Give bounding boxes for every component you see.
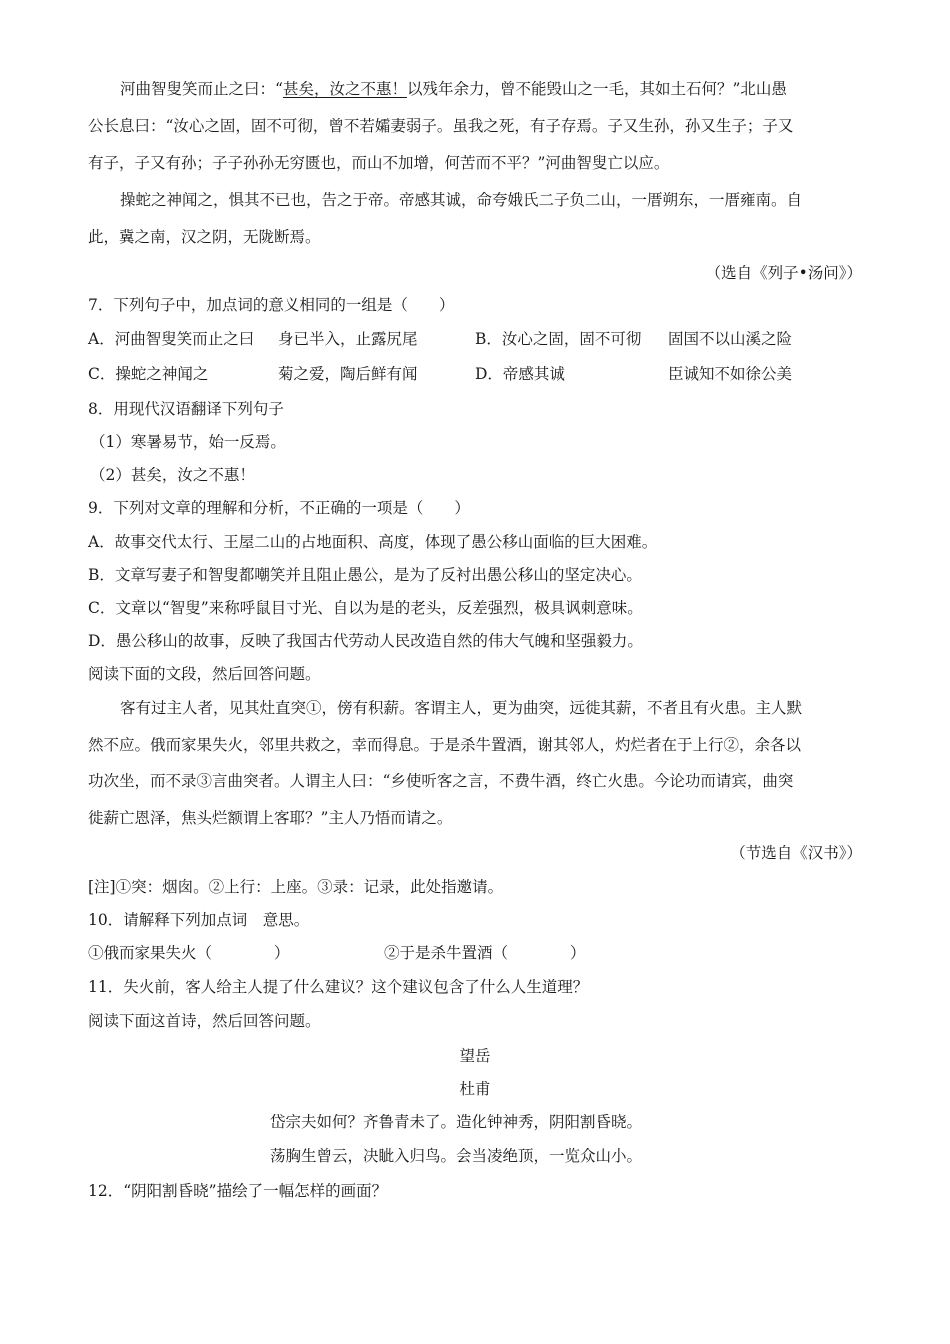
- q9-option-a: A．故事交代太行、王屋二山的占地面积、高度，体现了愚公移山面临的巨大困难。: [88, 533, 658, 551]
- reading-instruction: 阅读下面这首诗，然后回答问题。: [88, 1012, 321, 1030]
- q7-option-d-compare: 臣诚知不如徐公美: [668, 365, 793, 383]
- q7-option-d: D．帝感其诚: [475, 365, 565, 383]
- q9-option-c: C．文章以“智叟”来称呼鼠目寸光、自以为是的老头，反差强烈，极具讽刺意味。: [88, 599, 643, 617]
- poem-line: 岱宗夫如何？齐鲁青未了。造化钟神秀，阴阳割昏晓。: [270, 1113, 643, 1131]
- passage1-source: （选自《列子•汤问》）: [705, 264, 862, 282]
- q8-sentence-1: （1）寒暑易节，始一反焉。: [90, 433, 286, 451]
- q10-stem: 10．请解释下列加点词 意思。: [88, 911, 310, 929]
- passage2-line: 然不应。俄而家果失火，邻里共救之，幸而得息。于是杀牛置酒，谢其邻人，灼烂者在于上行②，余各以: [88, 736, 802, 754]
- passage1-line: 有子，子又有孙；子子孙孙无穷匮也，而山不加增，何苦而不平？”河曲智叟亡以应。: [88, 154, 670, 172]
- q7-option-c: C．操蛇之神闻之: [88, 365, 209, 383]
- underlined-phrase: 甚矣，汝之不惠！: [282, 80, 407, 98]
- q8-sentence-2: （2）甚矣，汝之不惠！: [90, 466, 255, 484]
- passage1-line: 河曲智叟笑而止之曰：“甚矣，汝之不惠！以残年余力，曾不能毁山之一毛，其如土石何？”北山愚: [120, 80, 787, 98]
- q7-stem: 7．下列句子中，加点词的意义相同的一组是（ ）: [88, 296, 455, 314]
- poem-title: 望岳: [459, 1047, 491, 1065]
- q11-stem: 11．失火前，客人给主人提了什么建议？这个建议包含了什么人生道理？: [88, 978, 589, 996]
- passage2-source: （节选自《汉书》）: [730, 844, 862, 862]
- passage1-line: 此，冀之南，汉之阴，无陇断焉。: [88, 228, 321, 246]
- reading-instruction: 阅读下面的文段，然后回答问题。: [88, 665, 321, 683]
- q7-option-b: B．汝心之固，固不可彻: [475, 330, 642, 348]
- q7-option-a: A．河曲智叟笑而止之曰: [88, 330, 255, 348]
- passage2-note: [注]①突：烟囱。②上行：上座。③录：记录，此处指邀请。: [88, 878, 504, 896]
- q7-option-a-compare: 身已半入，止露尻尾: [278, 330, 418, 348]
- q9-option-d: D．愚公移山的故事，反映了我国古代劳动人民改造自然的伟大气魄和坚强毅力。: [88, 632, 643, 650]
- passage1-line: 公长息曰：“汝心之固，固不可彻，曾不若孀妻弱子。虽我之死，有子存焉。子又生孙，孙又生子；子又: [88, 117, 794, 135]
- poem-author: 杜甫: [459, 1080, 491, 1098]
- q10-item-2: ②于是杀牛置酒（ ）: [384, 944, 586, 962]
- poem-line: 荡胸生曾云，决眦入归鸟。会当凌绝顶，一览众山小。: [270, 1147, 643, 1165]
- q10-item-1: ①俄而家果失火（ ）: [88, 944, 290, 962]
- passage2-line: 徙薪亡恩泽，焦头烂额谓上客耶？”主人乃悟而请之。: [88, 809, 453, 827]
- q8-stem: 8．用现代汉语翻译下列句子: [88, 400, 284, 418]
- passage2-line: 客有过主人者，见其灶直突①，傍有积薪。客谓主人，更为曲突，远徙其薪，不者且有火患。主人默: [120, 699, 803, 717]
- q7-option-c-compare: 菊之爱，陶后鲜有闻: [278, 365, 418, 383]
- passage2-line: 功次坐，而不录③言曲突者。人谓主人曰：“乡使听客之言，不费牛酒，终亡火患。今论功而请宾，曲突: [88, 772, 794, 790]
- q9-option-b: B．文章写妻子和智叟都嘲笑并且阻止愚公，是为了反衬出愚公移山的坚定决心。: [88, 566, 642, 584]
- q7-option-b-compare: 固国不以山溪之险: [668, 330, 793, 348]
- q12-stem: 12．“阴阳割昏晓”描绘了一幅怎样的画面？: [88, 1182, 388, 1200]
- passage1-line: 操蛇之神闻之，惧其不已也，告之于帝。帝感其诚，命夸娥氏二子负二山，一厝朔东，一厝雍南。自: [120, 191, 803, 209]
- q9-stem: 9．下列对文章的理解和分析，不正确的一项是（ ）: [88, 499, 470, 517]
